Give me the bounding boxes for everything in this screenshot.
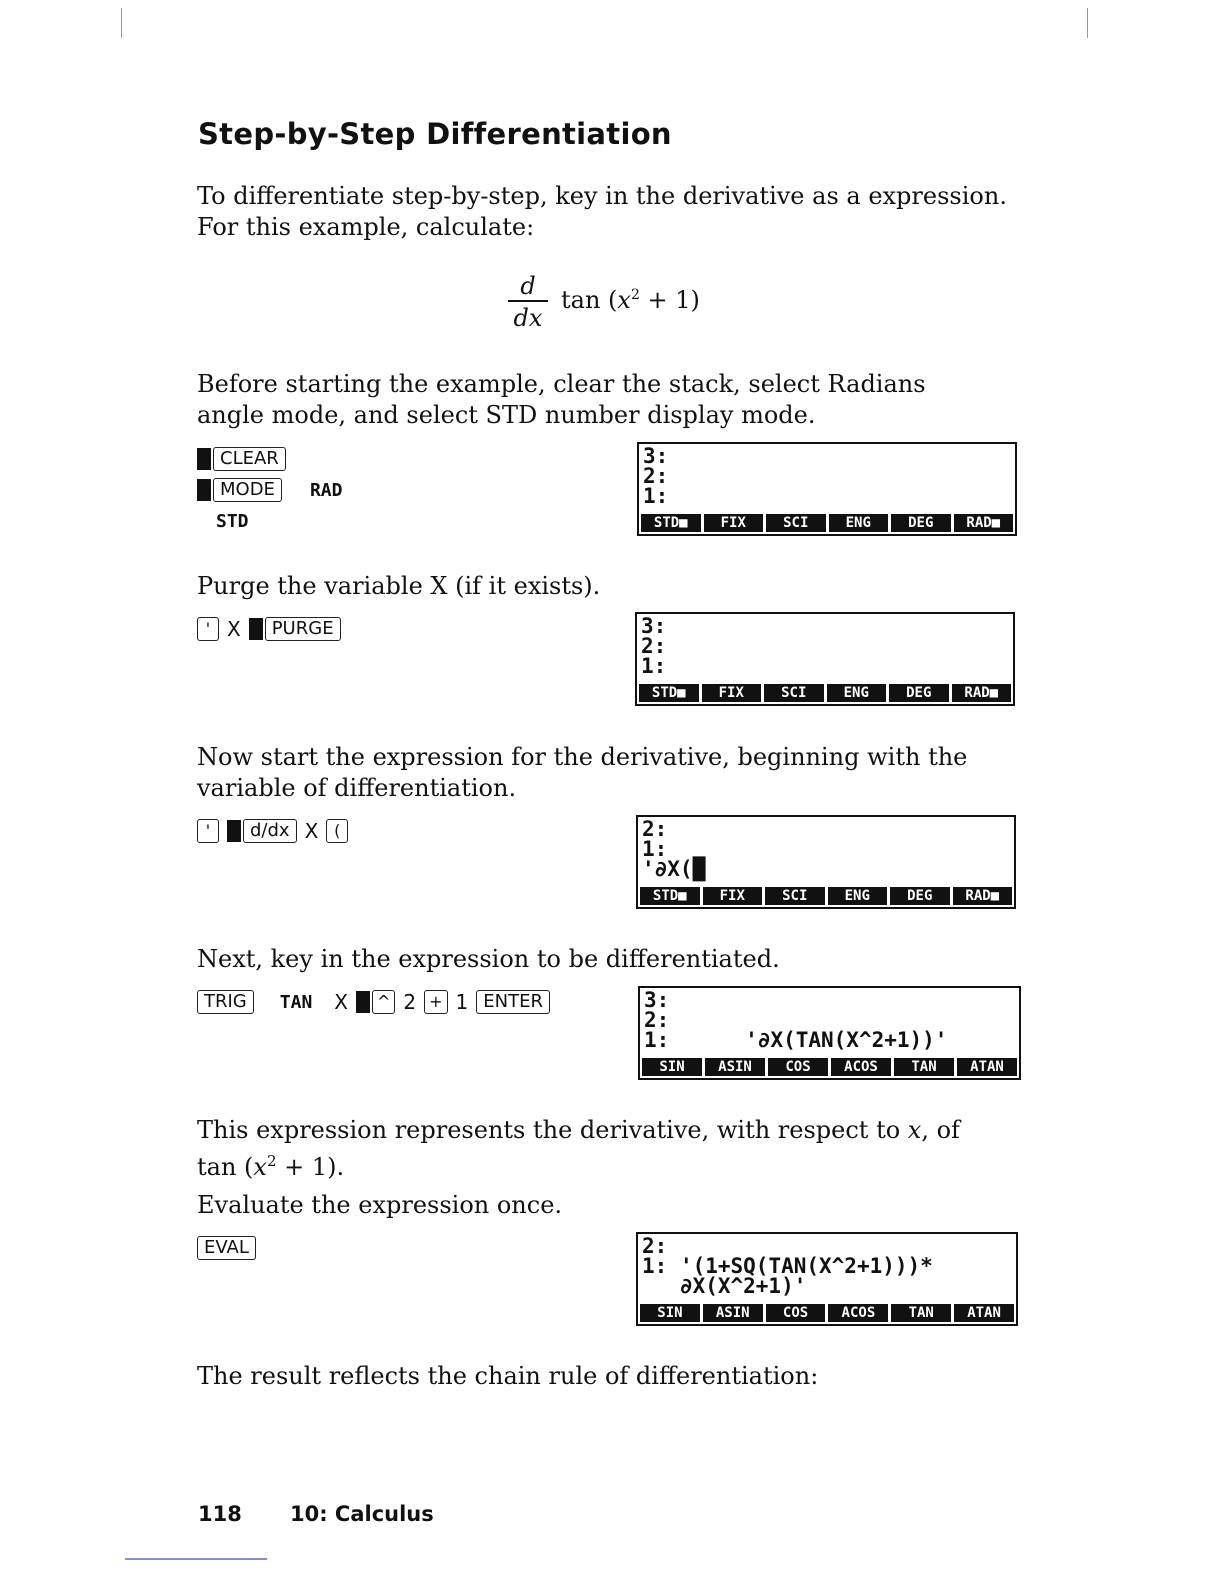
stack-level: 2: — [642, 1234, 668, 1258]
softkey[interactable]: ATAN — [954, 1304, 1014, 1322]
softkey[interactable]: RAD■ — [953, 887, 1013, 905]
stack-line — [643, 466, 1011, 486]
stack-content: '∂X(TAN(X^2+1))' — [669, 1028, 948, 1052]
stack-level: 1: — [643, 484, 669, 508]
softkey[interactable]: ENG — [829, 514, 889, 532]
step1-keys-row3 — [216, 508, 249, 534]
variable-x-key[interactable]: X — [304, 819, 319, 843]
closing-paragraph: The result reflects the chain rule of differentiation: — [197, 1362, 819, 1390]
step1-paragraph: Before starting the example, clear the stack, select Radians angle mode, and select STD number display mode. — [197, 370, 926, 429]
softkey[interactable]: COS — [766, 1304, 826, 1322]
formula-expression — [561, 286, 700, 314]
stack-line — [641, 656, 1009, 676]
softkey[interactable]: ENG — [827, 684, 887, 702]
fraction-numerator: d — [520, 272, 536, 300]
softkey[interactable]: TAN — [894, 1058, 954, 1076]
screen-lines — [642, 1236, 1012, 1296]
note-line2-prefix: tan ( — [197, 1153, 254, 1181]
std-menu-key[interactable]: STD — [216, 510, 249, 532]
softkey[interactable]: TAN — [891, 1304, 951, 1322]
calculator-screen-5 — [636, 1232, 1018, 1326]
softkey-menu — [642, 1058, 1017, 1076]
stack-level: 2: — [644, 1008, 670, 1032]
shift-key-icon[interactable] — [197, 448, 211, 470]
stack-content: '(1+SQ(TAN(X^2+1)))* — [667, 1254, 933, 1278]
formula-suffix: + 1) — [639, 286, 700, 314]
softkey-menu — [641, 514, 1013, 532]
calculator-screen-2 — [635, 612, 1015, 706]
softkey[interactable]: DEG — [890, 887, 950, 905]
screen-lines — [644, 990, 1015, 1050]
intro-paragraph: To differentiate step-by-step, key in the derivative as a expression. For this example, calculate: — [197, 182, 1007, 241]
stack-level: 3: — [641, 614, 667, 638]
softkey[interactable]: STD■ — [640, 887, 700, 905]
trig-key[interactable]: TRIG — [197, 990, 254, 1014]
softkey[interactable]: FIX — [703, 887, 763, 905]
step4-paragraph: Next, key in the expression to be differentiated. — [197, 945, 780, 973]
shift-key-icon[interactable] — [227, 820, 241, 842]
chapter-title: 10: Calculus — [290, 1502, 434, 1526]
step3-paragraph: Now start the expression for the derivative, beginning with the variable of differentiation. — [197, 743, 968, 802]
shift-key-icon[interactable] — [356, 991, 370, 1013]
formula-exponent: 2 — [630, 287, 640, 303]
softkey[interactable]: ATAN — [957, 1058, 1017, 1076]
stack-content: '∂X(█ — [642, 857, 706, 881]
page-footer — [198, 1502, 434, 1526]
softkey[interactable]: DEG — [889, 684, 949, 702]
stack-level: 3: — [644, 988, 670, 1012]
fraction-denominator: dx — [513, 303, 543, 332]
mode-key[interactable]: MODE — [213, 478, 282, 502]
note-paragraph — [197, 1115, 997, 1183]
variable-x-key[interactable]: X — [227, 617, 241, 641]
softkey[interactable]: SCI — [764, 684, 824, 702]
stack-level: 1: — [644, 1028, 670, 1052]
step1-keys-row1 — [197, 446, 286, 472]
step2-keys-row — [197, 616, 341, 642]
step5-keys-row — [197, 1235, 256, 1261]
stack-line — [642, 859, 1010, 879]
screen-lines — [641, 616, 1009, 676]
stack-level: 2: — [643, 464, 669, 488]
softkey-menu — [640, 887, 1012, 905]
stack-line — [642, 1276, 1012, 1296]
softkey[interactable]: ASIN — [703, 1304, 763, 1322]
note-text-before: This expression represents the derivative, with respect to — [197, 1116, 908, 1144]
derivative-key[interactable]: d/dx — [243, 819, 297, 843]
softkey[interactable]: RAD■ — [954, 514, 1014, 532]
softkey[interactable]: SCI — [766, 514, 826, 532]
softkey[interactable]: RAD■ — [952, 684, 1012, 702]
stack-line — [641, 636, 1009, 656]
stack-line — [644, 990, 1015, 1010]
stack-line — [642, 1256, 1012, 1276]
paren-key[interactable]: ( — [326, 819, 348, 843]
stack-line — [642, 839, 1010, 859]
section-heading: Step-by-Step Differentiation — [198, 117, 672, 151]
power-key[interactable]: ^ — [372, 990, 395, 1014]
stack-level: 1: — [642, 1254, 668, 1278]
page-number: 118 — [198, 1502, 242, 1526]
softkey[interactable]: ASIN — [705, 1058, 765, 1076]
note-text-after: , of — [921, 1116, 960, 1144]
left-edge-mark — [121, 8, 122, 38]
digit-2-key[interactable]: 2 — [403, 990, 417, 1014]
right-edge-mark — [1087, 8, 1088, 38]
calculator-screen-1 — [637, 442, 1017, 536]
rad-menu-key[interactable]: RAD — [309, 479, 343, 501]
note-line2-suffix: + 1). — [276, 1153, 345, 1181]
stack-line — [643, 446, 1011, 466]
softkey[interactable]: STD■ — [639, 684, 699, 702]
formula-prefix: tan ( — [561, 286, 618, 314]
step3-keys-row — [197, 818, 348, 844]
step5-paragraph: Evaluate the expression once. — [197, 1191, 563, 1219]
step1-keys-row2 — [197, 477, 342, 503]
stack-line — [644, 1010, 1015, 1030]
softkey[interactable]: ACOS — [831, 1058, 891, 1076]
step4-keys-row — [197, 989, 550, 1015]
stack-level: 1: — [642, 837, 668, 861]
quote-key[interactable]: ' — [197, 819, 219, 843]
note-line2-var: x — [253, 1153, 267, 1181]
tan-menu-key[interactable]: TAN — [279, 991, 313, 1013]
quote-key[interactable]: ' — [197, 617, 219, 641]
stack-line — [641, 616, 1009, 636]
stack-level: 2: — [642, 817, 668, 841]
softkey-menu — [640, 1304, 1014, 1322]
calculator-screen-3 — [636, 815, 1016, 909]
stack-level: 2: — [641, 634, 667, 658]
note-line2-exp: 2 — [266, 1152, 277, 1170]
stack-level: 3: — [643, 444, 669, 468]
stack-line — [642, 819, 1010, 839]
softkey[interactable]: ACOS — [828, 1304, 888, 1322]
softkey-menu — [639, 684, 1011, 702]
softkey[interactable]: COS — [768, 1058, 828, 1076]
eval-key[interactable]: EVAL — [197, 1236, 256, 1260]
bottom-rule — [125, 1558, 267, 1560]
softkey[interactable]: SIN — [642, 1058, 702, 1076]
variable-x-key[interactable]: X — [334, 990, 348, 1014]
calculator-screen-4 — [638, 986, 1021, 1080]
stack-level: 1: — [641, 654, 667, 678]
stack-content: ∂X(X^2+1)' — [642, 1274, 807, 1298]
stack-line — [644, 1030, 1015, 1050]
digit-1-key[interactable]: 1 — [455, 990, 469, 1014]
softkey[interactable]: STD■ — [641, 514, 701, 532]
stack-line — [642, 1236, 1012, 1256]
softkey[interactable]: DEG — [891, 514, 951, 532]
softkey[interactable]: ENG — [828, 887, 888, 905]
softkey[interactable]: SCI — [765, 887, 825, 905]
softkey[interactable]: SIN — [640, 1304, 700, 1322]
screen-lines — [642, 819, 1010, 879]
step2-paragraph: Purge the variable X (if it exists). — [197, 572, 601, 600]
fraction-bar — [508, 300, 548, 302]
shift-key-icon[interactable] — [197, 479, 211, 501]
softkey[interactable]: FIX — [704, 514, 764, 532]
derivative-fraction — [508, 274, 548, 332]
note-var: x — [907, 1116, 922, 1144]
stack-line — [643, 486, 1011, 506]
clear-key[interactable]: CLEAR — [213, 447, 286, 471]
softkey[interactable]: FIX — [702, 684, 762, 702]
enter-key[interactable]: ENTER — [476, 990, 550, 1014]
screen-lines — [643, 446, 1011, 506]
formula-variable: x — [617, 286, 631, 314]
plus-key[interactable]: + — [424, 990, 447, 1014]
purge-key[interactable]: PURGE — [265, 617, 341, 641]
shift-key-icon[interactable] — [249, 618, 263, 640]
